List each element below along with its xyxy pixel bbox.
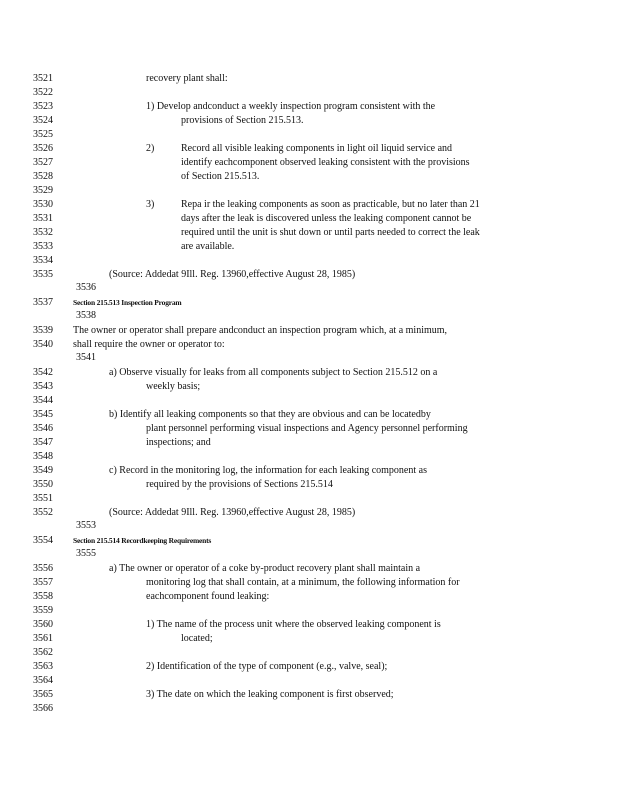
line-number: 3525 (33, 129, 53, 140)
body-line: plant personnel performing visual inspections and Agency personnel performing (146, 423, 468, 434)
line-number: 3566 (33, 703, 53, 714)
body-line: c) Record in the monitoring log, the information for each leaking component as (109, 465, 427, 476)
line-number: 3557 (33, 577, 53, 588)
body-line: Repa ir the leaking components as soon as practicable, but no later than 21 (181, 199, 480, 210)
body-line: a) The owner or operator of a coke by-product recovery plant shall maintain a (109, 563, 421, 574)
line-number: 3535 (33, 269, 53, 280)
line-number: 3556 (33, 563, 53, 574)
line-number: 3536 (76, 282, 96, 293)
body-line: The owner or operator shall prepare andconduct an inspection program which, at a minimum, (73, 325, 448, 336)
line-number: 3543 (33, 381, 53, 392)
line-number: 3561 (33, 633, 53, 644)
body-line: located; (181, 633, 213, 644)
source-note: (Source: Addedat 9Ill. Reg. 13960,effective August 28, 1985) (109, 507, 356, 518)
body-line: recovery plant shall: (146, 73, 228, 84)
body-line: monitoring log that shall contain, at a minimum, the following information for (146, 577, 460, 588)
line-number: 3528 (33, 171, 53, 182)
line-number: 3565 (33, 689, 53, 700)
line-number: 3539 (33, 325, 53, 336)
line-number: 3549 (33, 465, 53, 476)
section-heading: Section 215.514 Recordkeeping Requirements (73, 536, 212, 545)
line-number: 3527 (33, 157, 53, 168)
line-number: 3521 (33, 73, 53, 84)
item-number: 2) (146, 143, 155, 154)
line-number: 3550 (33, 479, 53, 490)
body-line: 3) The date on which the leaking component is first observed; (146, 689, 394, 700)
body-line: required by the provisions of Sections 215.514 (146, 479, 333, 490)
line-number: 3555 (76, 548, 96, 559)
body-line: b) Identify all leaking components so that they are obvious and can be locatedby (109, 409, 431, 420)
body-line: 1) Develop andconduct a weekly inspection program consistent with the (146, 101, 436, 112)
line-number: 3526 (33, 143, 53, 154)
line-number: 3524 (33, 115, 53, 126)
line-number: 3563 (33, 661, 53, 672)
line-number: 3564 (33, 675, 53, 686)
line-number: 3531 (33, 213, 53, 224)
line-number: 3523 (33, 101, 53, 112)
line-number: 3542 (33, 367, 53, 378)
line-number: 3534 (33, 255, 53, 266)
line-number: 3530 (33, 199, 53, 210)
line-number: 3548 (33, 451, 53, 462)
line-number: 3537 (33, 297, 53, 308)
line-number: 3545 (33, 409, 53, 420)
line-number: 3551 (33, 493, 53, 504)
body-line: weekly basis; (146, 381, 201, 392)
body-line: required until the unit is shut down or until parts needed to correct the leak (181, 227, 480, 238)
line-number: 3562 (33, 647, 53, 658)
body-line: days after the leak is discovered unless the leaking component cannot be (181, 213, 472, 224)
body-line: are available. (181, 241, 235, 252)
body-line: of Section 215.513. (181, 171, 260, 182)
line-number: 3522 (33, 87, 53, 98)
line-number: 3552 (33, 507, 53, 518)
body-line: 1) The name of the process unit where the observed leaking component is (146, 619, 441, 630)
body-line: Record all visible leaking components in light oil liquid service and (181, 143, 453, 154)
section-heading: Section 215.513 Inspection Program (73, 298, 182, 307)
line-number: 3559 (33, 605, 53, 616)
line-number: 3544 (33, 395, 53, 406)
line-number: 3533 (33, 241, 53, 252)
line-number: 3540 (33, 339, 53, 350)
source-note: (Source: Addedat 9Ill. Reg. 13960,effective August 28, 1985) (109, 269, 356, 280)
body-line: 2) Identification of the type of component (e.g., valve, seal); (146, 661, 388, 672)
body-line: provisions of Section 215.513. (181, 115, 304, 126)
body-line: a) Observe visually for leaks from all components subject to Section 215.512 on a (109, 367, 438, 378)
line-number: 3538 (76, 310, 96, 321)
body-line: identify eachcomponent observed leaking consistent with the provisions (181, 157, 470, 168)
body-line: inspections; and (146, 437, 211, 448)
body-line: eachcomponent found leaking: (146, 591, 270, 602)
line-number: 3546 (33, 423, 53, 434)
item-number: 3) (146, 199, 155, 210)
body-line: shall require the owner or operator to: (73, 339, 225, 350)
line-number: 3541 (76, 352, 96, 363)
line-number: 3553 (76, 520, 96, 531)
line-number: 3529 (33, 185, 53, 196)
line-number: 3558 (33, 591, 53, 602)
line-number: 3560 (33, 619, 53, 630)
line-number: 3532 (33, 227, 53, 238)
line-number: 3547 (33, 437, 53, 448)
line-number: 3554 (33, 535, 53, 546)
